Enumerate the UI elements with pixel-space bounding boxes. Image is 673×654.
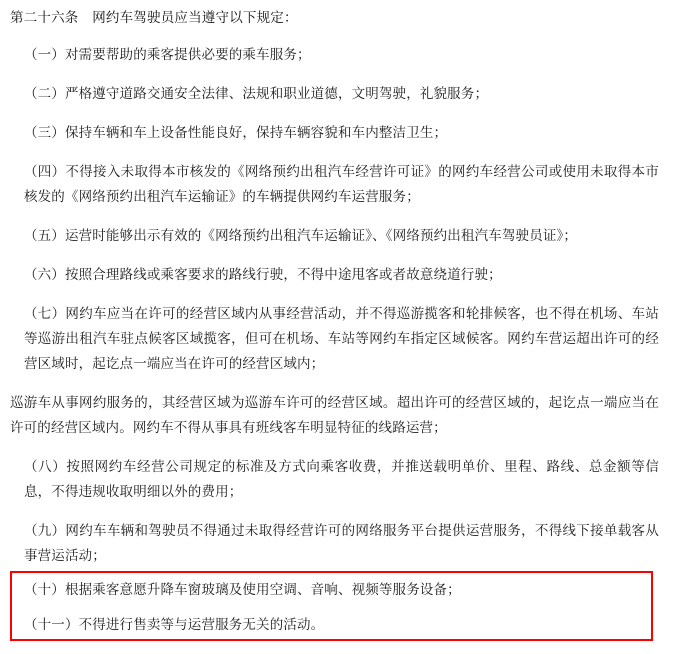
clause-item: （五）运营时能够出示有效的《网络预约出租汽车运输证》、《网络预约出租汽车驾驶员证》； bbox=[24, 228, 578, 243]
article-title: 第二十六条 网约车驾驶员应当遵守以下规定： bbox=[10, 10, 298, 25]
clause-item: （六）按照合理路线或乘客要求的路线行驶，不得中途甩客或者故意绕道行驶； bbox=[24, 267, 502, 282]
clause-item: （三）保持车辆和车上设备性能良好，保持车辆容貌和车内整洁卫生； bbox=[24, 125, 448, 140]
clause-item: 巡游车从事网约服务的，其经营区域为巡游车许可的经营区域。超出许可的经营区域的，起讫点一端应当在许可的经营区域内。网约车不得从事具有班线客车明显特征的线路运营； bbox=[10, 395, 659, 435]
clause-item: （九）网约车车辆和驾驶员不得通过未取得经营许可的网络服务平台提供运营服务，不得线下接单载客从事营运活动； bbox=[24, 523, 659, 563]
clause-item: （一）对需要帮助的乘客提供必要的乘车服务； bbox=[24, 47, 311, 62]
highlighted-clause-group bbox=[10, 571, 653, 647]
clause-item-highlighted: （十）根据乘客意愿升降车窗玻璃及使用空调、音响、视频等服务设备； bbox=[24, 582, 461, 597]
clause-item-highlighted: （十一）不得进行售卖等与运营服务无关的活动。 bbox=[24, 617, 325, 632]
clause-item: （二）严格遵守道路交通安全法律、法规和职业道德，文明驾驶，礼貌服务； bbox=[24, 86, 489, 101]
clause-item: （七）网约车应当在许可的经营区域内从事经营活动，并不得巡游揽客和轮排候客，也不得在机场、车站等巡游出租汽车驻点候客区域揽客，但可在机场、车站等网约车指定区域候客。网约车营运超出许可的经营区域时，起讫点一端应当在许可的经营区域内； bbox=[24, 306, 659, 371]
clause-item: （八）按照网约车经营公司规定的标准及方式向乘客收费，并推送载明单价、里程、路线、总金额等信息，不得违规收取明细以外的费用； bbox=[24, 459, 659, 499]
clause-item: （四）不得接入未取得本市核发的《网络预约出租汽车经营许可证》的网约车经营公司或使用未取得本市核发的《网络预约出租汽车运输证》的车辆提供网约车运营服务； bbox=[24, 164, 659, 204]
